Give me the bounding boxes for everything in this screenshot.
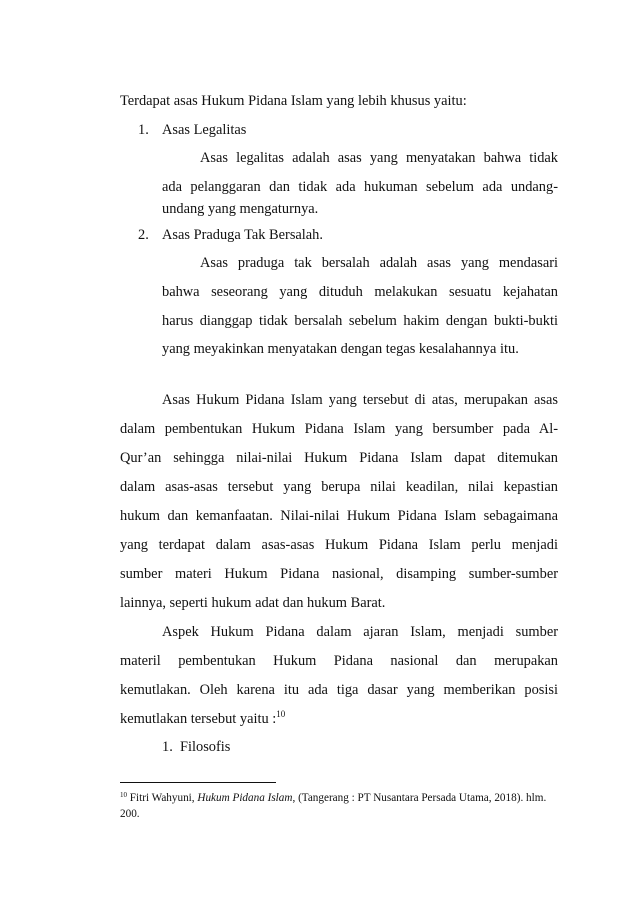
- list-item-body-line: Asas legalitas adalah asas yang menyatakan bahwa tidak: [200, 150, 558, 166]
- paragraph-text: kemutlakan tersebut yaitu :: [120, 711, 277, 727]
- footnote-title: Hukum Pidana Islam: [197, 792, 293, 804]
- list-item-body-line: yang meyakinkan menyatakan dengan tegas kesalahannya itu.: [162, 341, 519, 357]
- list-item-title: Asas Legalitas: [162, 122, 247, 138]
- footnote-line-2: 200.: [120, 808, 140, 820]
- list-item-body-line: Asas praduga tak bersalah adalah asas yang mendasari: [200, 255, 558, 271]
- list-number: 1.: [162, 739, 173, 755]
- list-item-title: Asas Praduga Tak Bersalah.: [162, 227, 323, 243]
- paragraph-line: dalam pembentukan Hukum Pidana Islam yang bersumber pada Al-: [120, 421, 558, 437]
- list-item-body-line: ada pelanggaran dan tidak ada hukuman sebelum ada undang-: [162, 179, 558, 195]
- list-item-body-line: bahwa seseorang yang dituduh melakukan sesuatu kejahatan: [162, 284, 558, 300]
- footnote-reference: 10: [276, 709, 286, 719]
- list-number: 2.: [138, 227, 149, 243]
- paragraph-line: Aspek Hukum Pidana dalam ajaran Islam, menjadi sumber: [162, 624, 558, 640]
- paragraph-line: materil pembentukan Hukum Pidana nasional dan merupakan: [120, 653, 558, 669]
- list-item-body-line: undang yang mengaturnya.: [162, 201, 319, 217]
- paragraph-line: Qur’an sehingga nilai-nilai Hukum Pidana Islam dapat ditemukan: [120, 450, 558, 466]
- list-item-body-line: harus dianggap tidak bersalah sebelum hakim dengan bukti-bukti: [162, 313, 558, 329]
- paragraph-line: Asas Hukum Pidana Islam yang tersebut di atas, merupakan asas: [162, 392, 558, 408]
- footnote-author: Fitri Wahyuni,: [129, 792, 198, 804]
- intro-text: Terdapat asas Hukum Pidana Islam yang lebih khusus yaitu:: [120, 93, 467, 109]
- footnote-publication: , (Tangerang : PT Nusantara Persada Utama, 2018). hlm.: [292, 792, 547, 804]
- paragraph-line: kemutlakan. Oleh karena itu ada tiga dasar yang memberikan posisi: [120, 682, 558, 698]
- footnote-separator: [120, 782, 276, 783]
- paragraph-line: lainnya, seperti hukum adat dan hukum Barat.: [120, 595, 386, 611]
- paragraph-line: sumber materi Hukum Pidana nasional, disamping sumber-sumber: [120, 566, 558, 582]
- paragraph-line: yang terdapat dalam asas-asas Hukum Pidana Islam perlu menjadi: [120, 537, 558, 553]
- list-item-title: Filosofis: [180, 739, 231, 755]
- footnote-number: 10: [120, 791, 127, 799]
- paragraph-line: dalam asas-asas tersebut yang berupa nilai keadilan, nilai kepastian: [120, 479, 558, 495]
- list-number: 1.: [138, 122, 149, 138]
- footnote-line: [120, 790, 546, 806]
- paragraph-line: hukum dan kemanfaatan. Nilai-nilai Hukum Pidana Islam sebagaimana: [120, 508, 558, 524]
- paragraph-line: [120, 710, 285, 728]
